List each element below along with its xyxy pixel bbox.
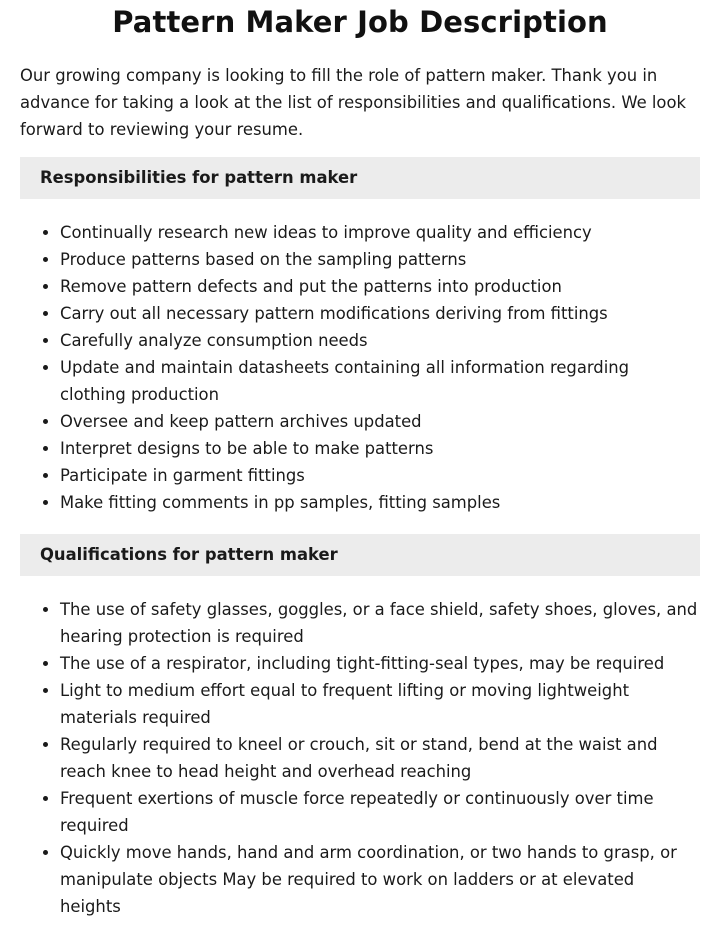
list-item: • Oversee and keep pattern archives updated [60, 408, 700, 435]
list-item: • Interpret designs to be able to make patterns [60, 435, 700, 462]
list-item: • Frequent exertions of muscle force repeatedly or continuously over time required [60, 785, 700, 839]
qualifications-list [20, 596, 700, 920]
list-item: • Regularly required to kneel or crouch, sit or stand, bend at the waist and reach knee to head height and overhead reaching [60, 731, 700, 785]
qualifications-heading: Qualifications for pattern maker [20, 534, 700, 576]
list-item: • Quickly move hands, hand and arm coordination, or two hands to grasp, or manipulate objects May be required to work on ladders or at elevated heights [60, 839, 700, 920]
list-item: • Continually research new ideas to improve quality and efficiency [60, 219, 700, 246]
responsibilities-list [20, 219, 700, 516]
intro-paragraph: Our growing company is looking to fill the role of pattern maker. Thank you in advance for taking a look at the list of responsibilities and qualifications. We look forward to reviewing your resume. [20, 66, 686, 139]
list-item: • Light to medium effort equal to frequent lifting or moving lightweight materials required [60, 677, 700, 731]
page-title: Pattern Maker Job Description [112, 5, 608, 39]
list-item: • Remove pattern defects and put the patterns into production [60, 273, 700, 300]
list-item: • Participate in garment fittings [60, 462, 700, 489]
list-item: • The use of safety glasses, goggles, or a face shield, safety shoes, gloves, and hearing protection is required [60, 596, 700, 650]
list-item: • Update and maintain datasheets containing all information regarding clothing production [60, 354, 700, 408]
list-item: • The use of a respirator, including tight-fitting-seal types, may be required [60, 650, 700, 677]
list-item: • Carry out all necessary pattern modifications deriving from fittings [60, 300, 700, 327]
list-item: • Make fitting comments in pp samples, fitting samples [60, 489, 700, 516]
list-item: • Carefully analyze consumption needs [60, 327, 700, 354]
responsibilities-heading: Responsibilities for pattern maker [20, 157, 700, 199]
list-item: • Produce patterns based on the sampling patterns [60, 246, 700, 273]
